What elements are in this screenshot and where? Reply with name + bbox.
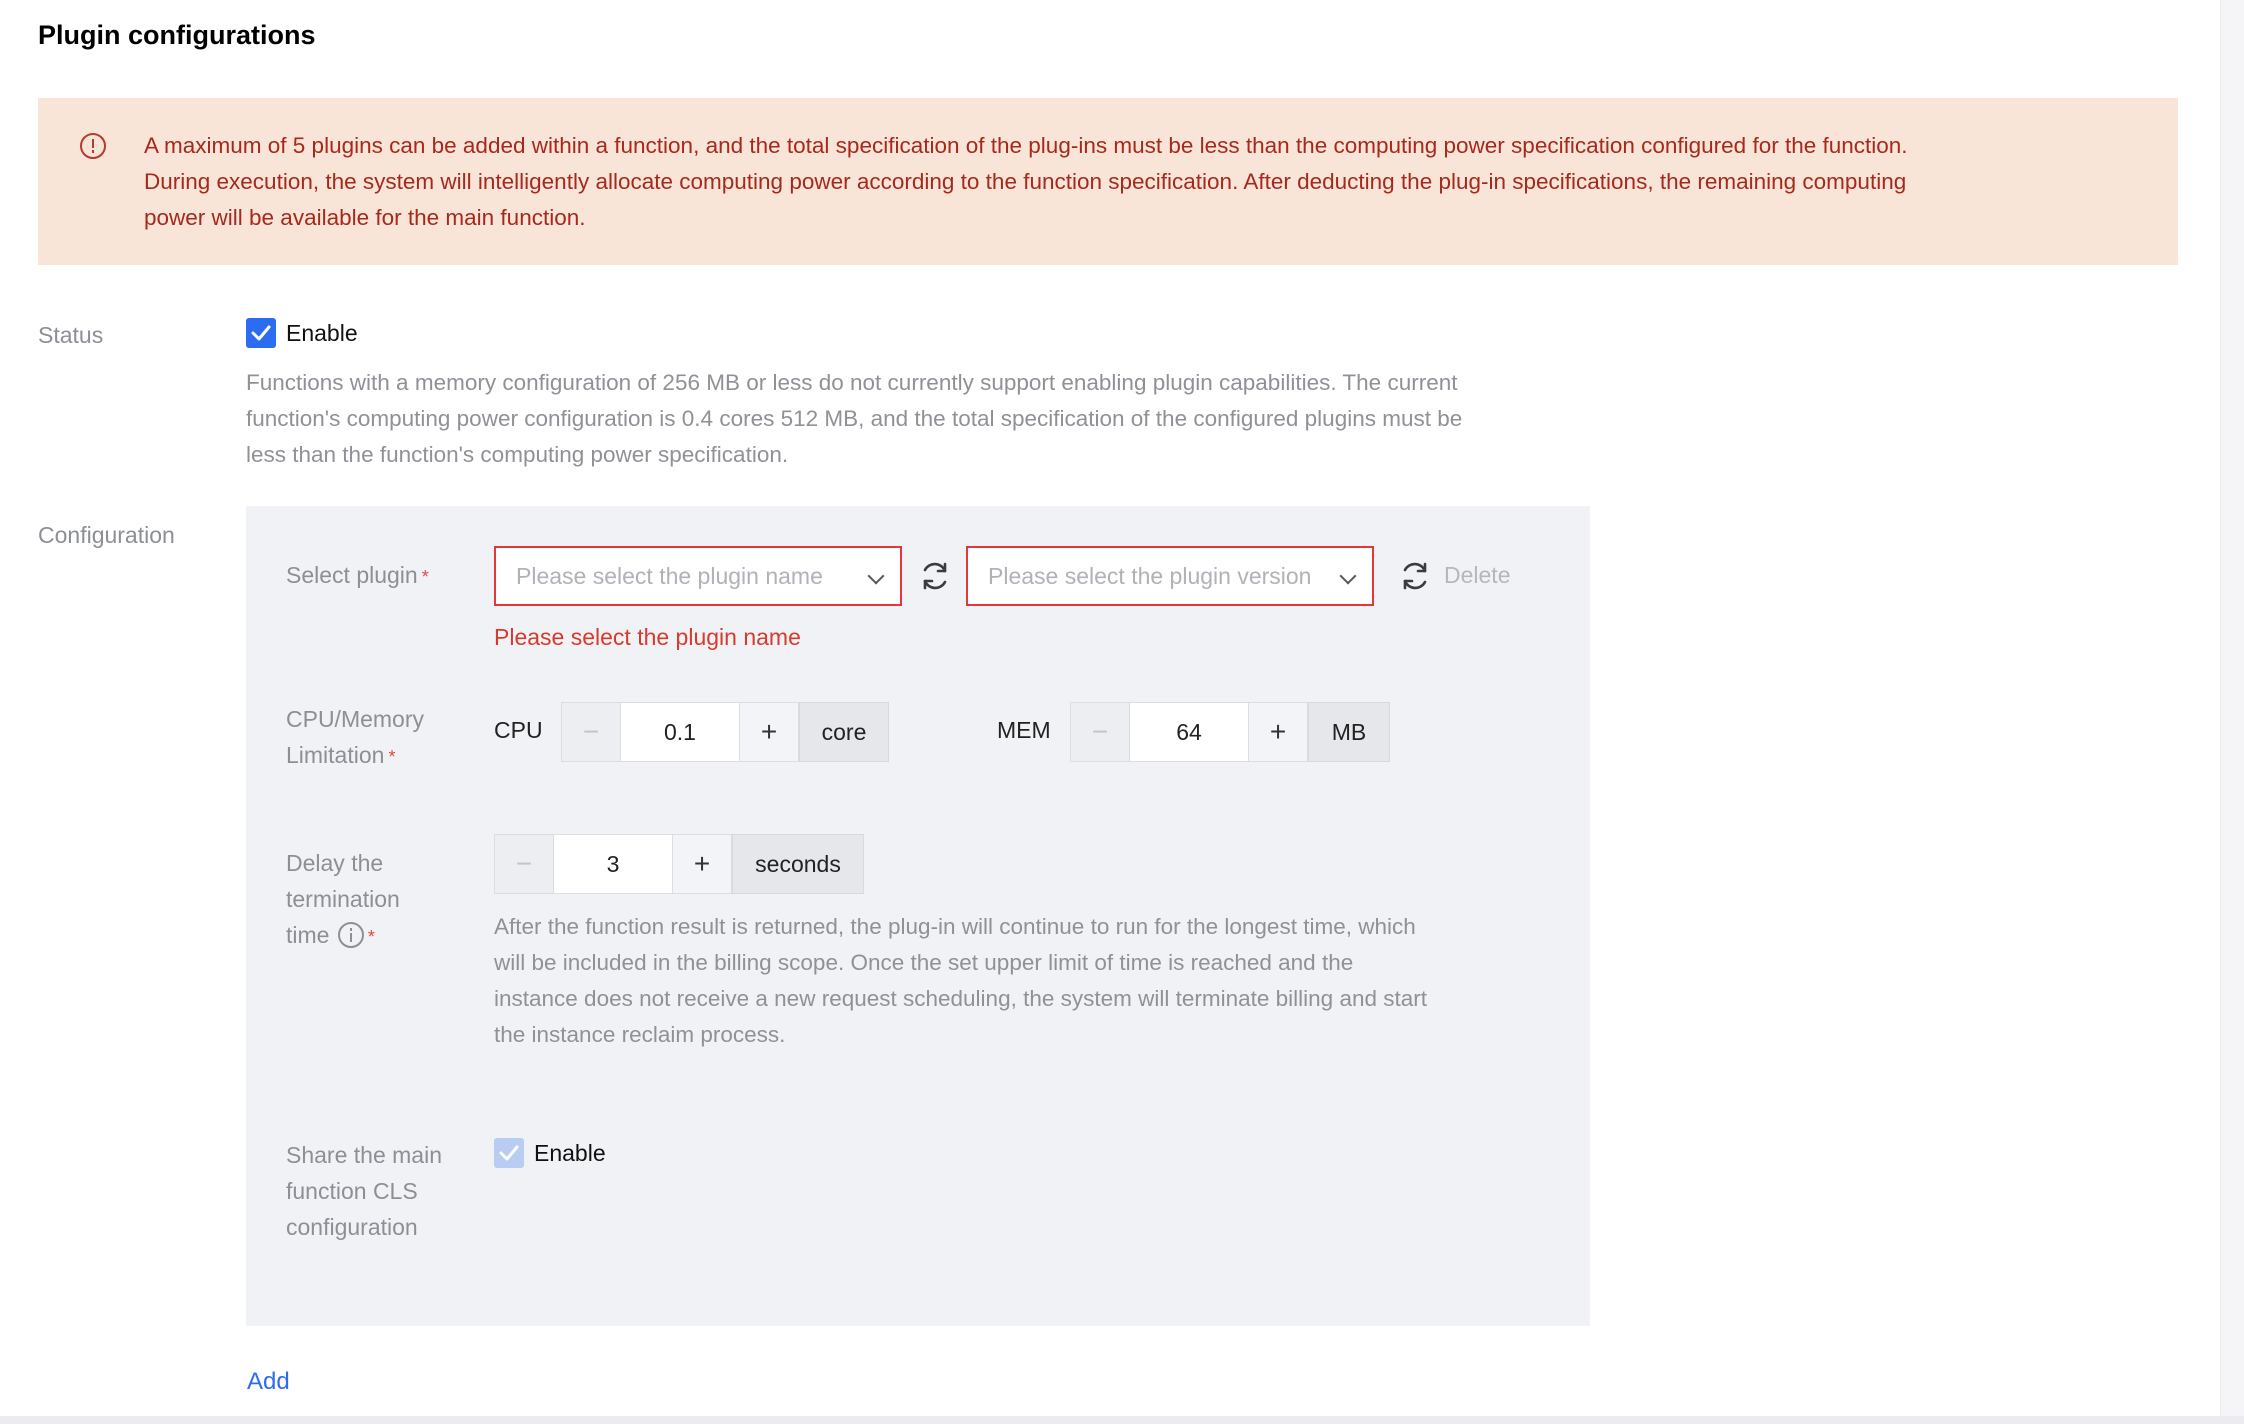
- scrollbar[interactable]: [2220, 0, 2244, 1424]
- cpu-unit: core: [799, 702, 889, 762]
- plugin-version-select[interactable]: [966, 546, 1374, 606]
- delete-button[interactable]: Delete: [1444, 562, 1511, 588]
- status-enable-label[interactable]: Enable: [286, 320, 358, 346]
- delay-label-line: termination: [286, 886, 400, 912]
- refresh-icon[interactable]: [918, 559, 952, 593]
- help-line: function's computing power configuration is 0.4 cores 512 MB, and the total specification of the configured plugins must be: [246, 406, 1463, 431]
- mem-value-input[interactable]: 64: [1130, 702, 1248, 762]
- plugin-version-placeholder: Please select the plugin version: [988, 563, 1312, 589]
- required-mark: *: [367, 927, 375, 947]
- share-cls-label-line: Share the main: [286, 1142, 442, 1168]
- delay-help-text: [494, 909, 1554, 1053]
- share-cls-enable-label[interactable]: Enable: [534, 1140, 606, 1166]
- select-plugin-label: [286, 557, 429, 593]
- help-line: the instance reclaim process.: [494, 1022, 786, 1047]
- share-cls-label-line: function CLS: [286, 1178, 418, 1204]
- help-line: After the function result is returned, the plug-in will continue to run for the longest time, which: [494, 914, 1416, 939]
- help-line: instance does not receive a new request scheduling, the system will terminate billing and start: [494, 986, 1427, 1011]
- alert-line: power will be available for the main function.: [144, 205, 586, 230]
- cpu-memory-label-line: Limitation: [286, 742, 385, 768]
- cpu-increment-button[interactable]: +: [739, 702, 799, 762]
- plugin-name-error: Please select the plugin name: [494, 624, 801, 650]
- chevron-down-icon: [868, 568, 885, 585]
- cpu-memory-label-line: CPU/Memory: [286, 706, 425, 732]
- mem-unit: MB: [1308, 702, 1390, 762]
- add-plugin-link[interactable]: Add: [247, 1368, 290, 1395]
- warning-alert: [38, 98, 2178, 265]
- cpu-decrement-button[interactable]: −: [561, 702, 621, 762]
- check-icon: [251, 324, 271, 342]
- share-cls-label-line: configuration: [286, 1214, 418, 1240]
- alert-text: [144, 128, 2144, 236]
- delay-termination-label: [286, 845, 400, 953]
- share-cls-checkbox[interactable]: [494, 1138, 524, 1168]
- mem-label: MEM: [997, 717, 1051, 743]
- help-line: Functions with a memory configuration of 256 MB or less do not currently support enabling plugin capabilities. The current: [246, 370, 1458, 395]
- mem-decrement-button[interactable]: −: [1070, 702, 1130, 762]
- alert-line: A maximum of 5 plugins can be added within a function, and the total specification of the plug-ins must be less than the computing power specification configured for the function.: [144, 133, 1908, 158]
- select-plugin-label-text: Select plugin: [286, 562, 418, 588]
- bottom-edge: [0, 1416, 2244, 1424]
- alert-line: During execution, the system will intelligently allocate computing power according to the function specification. After deducting the plug-in specifications, the remaining computing: [144, 169, 1907, 194]
- delay-unit: seconds: [732, 834, 864, 894]
- mem-increment-button[interactable]: +: [1248, 702, 1308, 762]
- info-icon[interactable]: [338, 922, 364, 948]
- required-mark: *: [421, 567, 429, 587]
- delay-stepper: [494, 834, 864, 894]
- help-line: less than the function's computing power specification.: [246, 442, 789, 467]
- configuration-label: Configuration: [38, 522, 175, 548]
- refresh-icon[interactable]: [1398, 559, 1432, 593]
- plugin-name-select[interactable]: [494, 546, 902, 606]
- cpu-label: CPU: [494, 717, 543, 743]
- status-help-text: [246, 365, 1586, 473]
- mem-stepper: [1070, 702, 1390, 762]
- delay-label-line: Delay the: [286, 850, 384, 876]
- check-icon: [499, 1144, 519, 1162]
- section-title: Plugin configurations: [38, 20, 316, 50]
- status-label: Status: [38, 322, 104, 348]
- status-enable-checkbox[interactable]: [246, 318, 276, 348]
- cpu-value-input[interactable]: 0.1: [621, 702, 739, 762]
- alert-circle-icon: [80, 133, 106, 159]
- share-cls-label: [286, 1137, 442, 1245]
- cpu-stepper: [561, 702, 889, 762]
- required-mark: *: [388, 747, 396, 767]
- delay-increment-button[interactable]: +: [672, 834, 732, 894]
- delay-decrement-button[interactable]: −: [494, 834, 554, 894]
- plugin-name-placeholder: Please select the plugin name: [516, 563, 823, 589]
- chevron-down-icon: [1340, 568, 1357, 585]
- cpu-memory-label: [286, 701, 424, 773]
- delay-label-line: time: [286, 922, 330, 948]
- help-line: will be included in the billing scope. Once the set upper limit of time is reached and the: [494, 950, 1354, 975]
- delay-value-input[interactable]: 3: [554, 834, 672, 894]
